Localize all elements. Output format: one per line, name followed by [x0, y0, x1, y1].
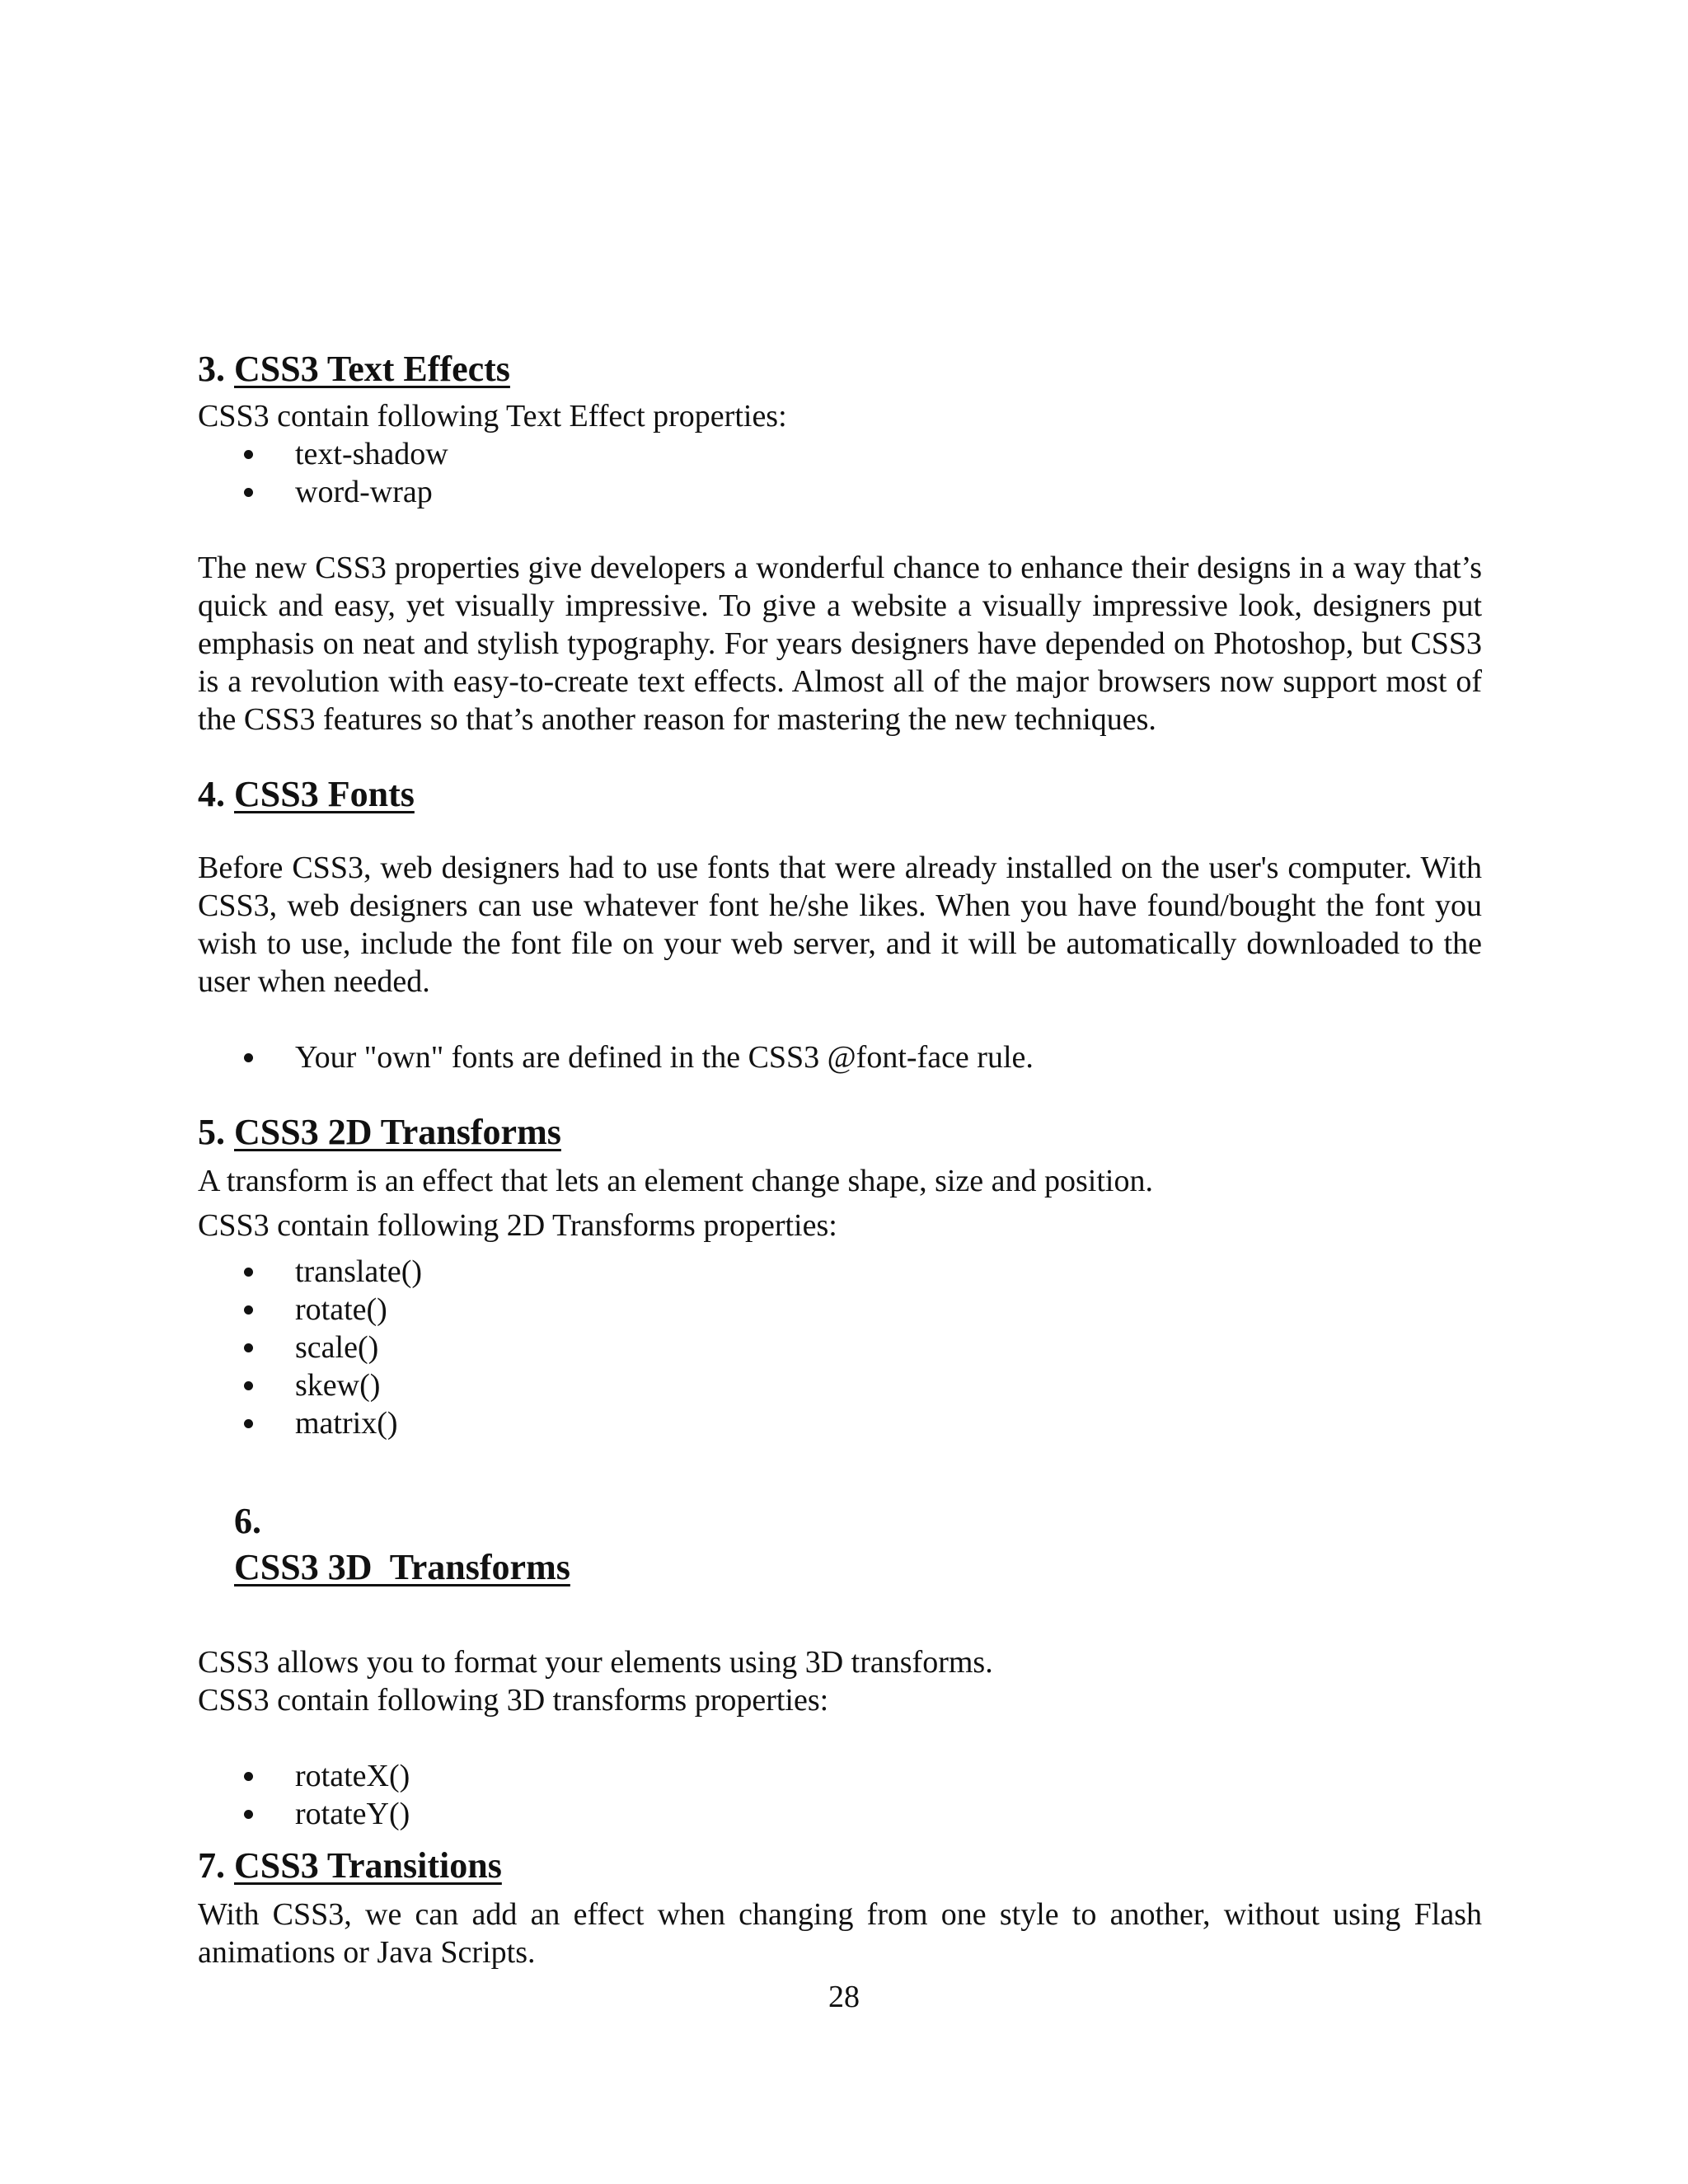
- list-item: rotateX(): [198, 1757, 1482, 1795]
- bullet-icon: [244, 1419, 253, 1428]
- section-number: 3.: [198, 349, 225, 389]
- transitions-paragraph: With CSS3, we can add an effect when changing from one style to another, without using Flash animations or Java Scripts.: [198, 1897, 1482, 1970]
- list-item: rotateY(): [198, 1795, 1482, 1833]
- list-item: word-wrap: [198, 473, 1482, 511]
- text-effects-paragraph: The new CSS3 properties give developers a wonderful chance to enhance their designs in a way that’s quick and easy, yet visually impressive. To give a website a visually impressive look, designers put emphasis on neat and stylish typography. For years designers have depended on Photoshop, but CSS3 is a revolution with easy-to-create text effects. Almost all of the major browsers now support most of the CSS3 features so that’s another reason for mastering the new techniques.: [198, 551, 1482, 737]
- list-item: translate(): [198, 1253, 1482, 1291]
- list-item: Your "own" fonts are defined in the CSS3 @font-face rule.: [198, 1038, 1482, 1076]
- list-item: scale(): [198, 1329, 1482, 1366]
- transforms-3d-list: [198, 1757, 1482, 1833]
- transforms-2d-list: [198, 1253, 1482, 1442]
- list-item: text-shadow: [198, 435, 1482, 473]
- section-heading-2d-transforms: [198, 1109, 1482, 1155]
- section-number: 6.: [234, 1501, 261, 1541]
- transforms-3d-line2: CSS3 contain following 3D transforms properties:: [198, 1683, 829, 1718]
- section-title: CSS3 2D Transforms: [234, 1112, 561, 1152]
- list-item: rotate(): [198, 1291, 1482, 1329]
- transforms-3d-line1: CSS3 allows you to format your elements using 3D transforms.: [198, 1645, 993, 1680]
- bullet-icon: [244, 1381, 253, 1390]
- bullet-icon: [244, 450, 253, 459]
- transforms-2d-line2: CSS3 contain following 2D Transforms properties:: [198, 1208, 837, 1243]
- section-number: 4.: [198, 774, 225, 814]
- bullet-icon: [244, 488, 253, 497]
- section-title: CSS3 Text Effects: [234, 349, 510, 389]
- text-effects-intro: CSS3 contain following Text Effect properties:: [198, 399, 787, 434]
- section-title: CSS3 Transitions: [234, 1845, 502, 1886]
- section-heading-fonts: [198, 771, 1482, 818]
- fonts-paragraph: Before CSS3, web designers had to use fonts that were already installed on the user's computer. With CSS3, web designers can use whatever font he/she likes. When you have found/bought the font you wish to use, include the font file on your web server, and it will be automatically downloaded to the user when needed.: [198, 851, 1482, 999]
- bullet-icon: [244, 1053, 253, 1062]
- section-heading-3d-transforms: [198, 1452, 1482, 1637]
- section-title: CSS3 Fonts: [234, 774, 415, 814]
- transforms-2d-line1: A transform is an effect that lets an element change shape, size and position.: [198, 1164, 1153, 1198]
- document-page: [198, 346, 1482, 1971]
- section-number: 5.: [198, 1112, 225, 1152]
- bullet-icon: [244, 1268, 253, 1277]
- text-effects-list: [198, 435, 1482, 511]
- bullet-icon: [244, 1305, 253, 1315]
- section-heading-transitions: [198, 1843, 1482, 1889]
- bullet-icon: [244, 1343, 253, 1352]
- fonts-list: [198, 1038, 1482, 1076]
- section-number: 7.: [198, 1845, 225, 1886]
- section-heading-text-effects: [198, 346, 1482, 392]
- section-title: CSS3 3D Transforms: [234, 1547, 570, 1587]
- list-item: matrix(): [198, 1404, 1482, 1442]
- list-item: skew(): [198, 1366, 1482, 1404]
- bullet-icon: [244, 1772, 253, 1781]
- bullet-icon: [244, 1810, 253, 1819]
- page-number: 28: [828, 1980, 860, 2014]
